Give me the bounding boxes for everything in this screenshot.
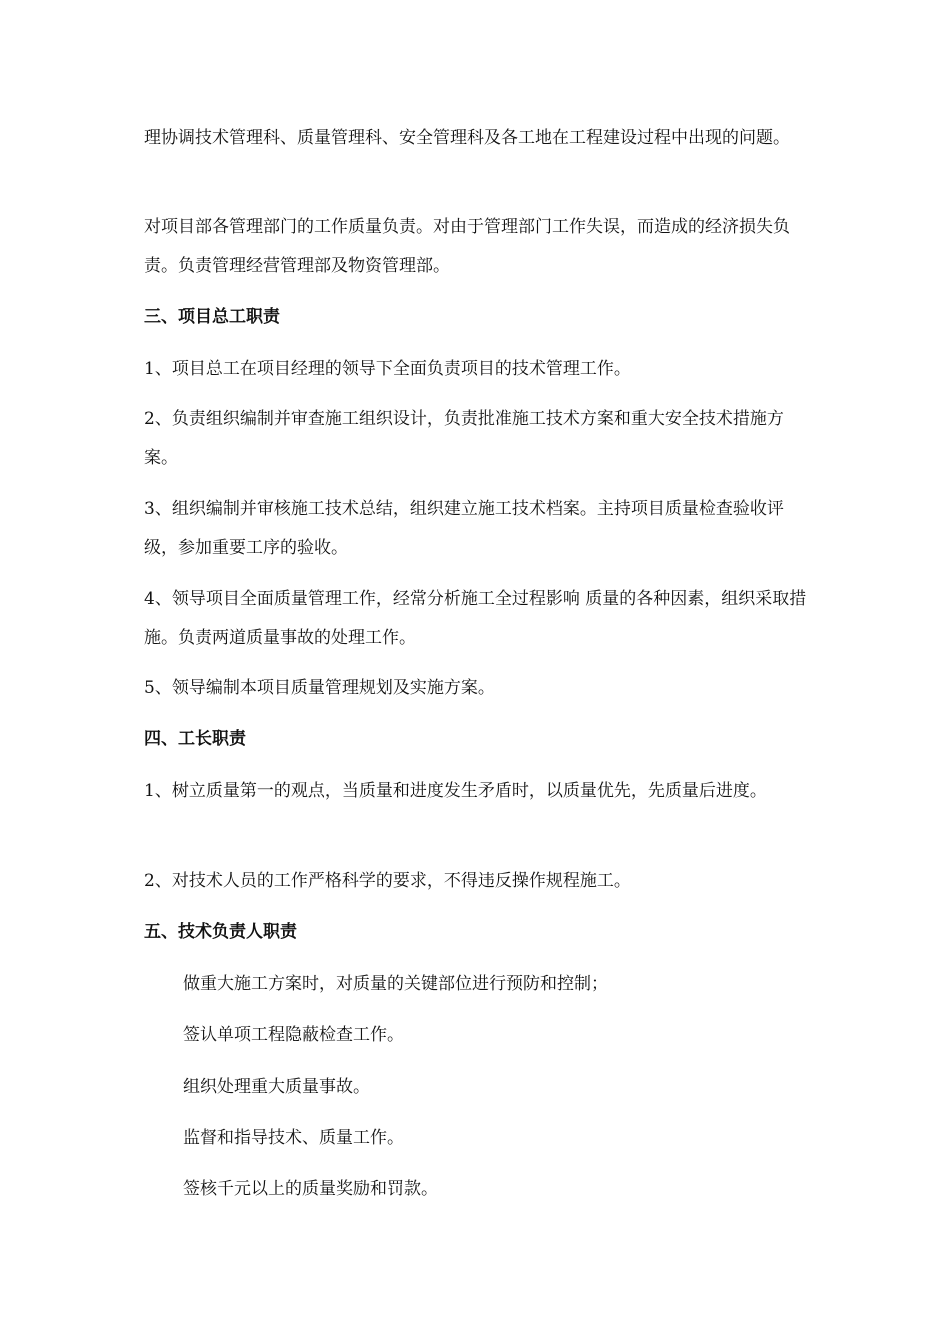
list-item: 组织处理重大质量事故。 [183, 1077, 370, 1097]
list-item: 签认单项工程隐蔽检查工作。 [183, 1025, 404, 1045]
section-heading-technical-lead: 五、技术负责人职责 [144, 922, 297, 942]
list-item: 1、树立质量第一的观点，当质量和进度发生矛盾时，以质量优先，先质量后进度。 [144, 781, 767, 801]
list-item: 5、领导编制本项目质量管理规划及实施方案。 [144, 678, 495, 698]
list-item: 监督和指导技术、质量工作。 [183, 1128, 404, 1148]
section-heading-chief-engineer: 三、项目总工职责 [144, 307, 280, 327]
list-item: 3、组织编制并审核施工技术总结，组织建立施工技术档案。主持项目质量检查验收评级，参加重要工序的验收。 [144, 499, 784, 558]
list-item: 2、对技术人员的工作严格科学的要求，不得违反操作规程施工。 [144, 871, 631, 891]
list-item: 签核千元以上的质量奖励和罚款。 [183, 1179, 438, 1199]
paragraph-responsibility: 对项目部各管理部门的工作质量负责。对由于管理部门工作失误，而造成的经济损失负责。负责管理经营管理部及物资管理部。 [144, 217, 790, 276]
list-item: 4、领导项目全面质量管理工作，经常分析施工全过程影响 质量的各种因素，组织采取措施。负责两道质量事故的处理工作。 [144, 589, 807, 648]
section-heading-foreman: 四、工长职责 [144, 729, 246, 749]
list-item: 做重大施工方案时，对质量的关键部位进行预防和控制； [183, 974, 608, 994]
list-item: 2、负责组织编制并审查施工组织设计，负责批准施工技术方案和重大安全技术措施方案。 [144, 409, 784, 468]
list-item: 1、项目总工在项目经理的领导下全面负责项目的技术管理工作。 [144, 359, 631, 379]
paragraph-coordination: 理协调技术管理科、质量管理科、安全管理科及各工地在工程建设过程中出现的问题。 [144, 128, 790, 148]
